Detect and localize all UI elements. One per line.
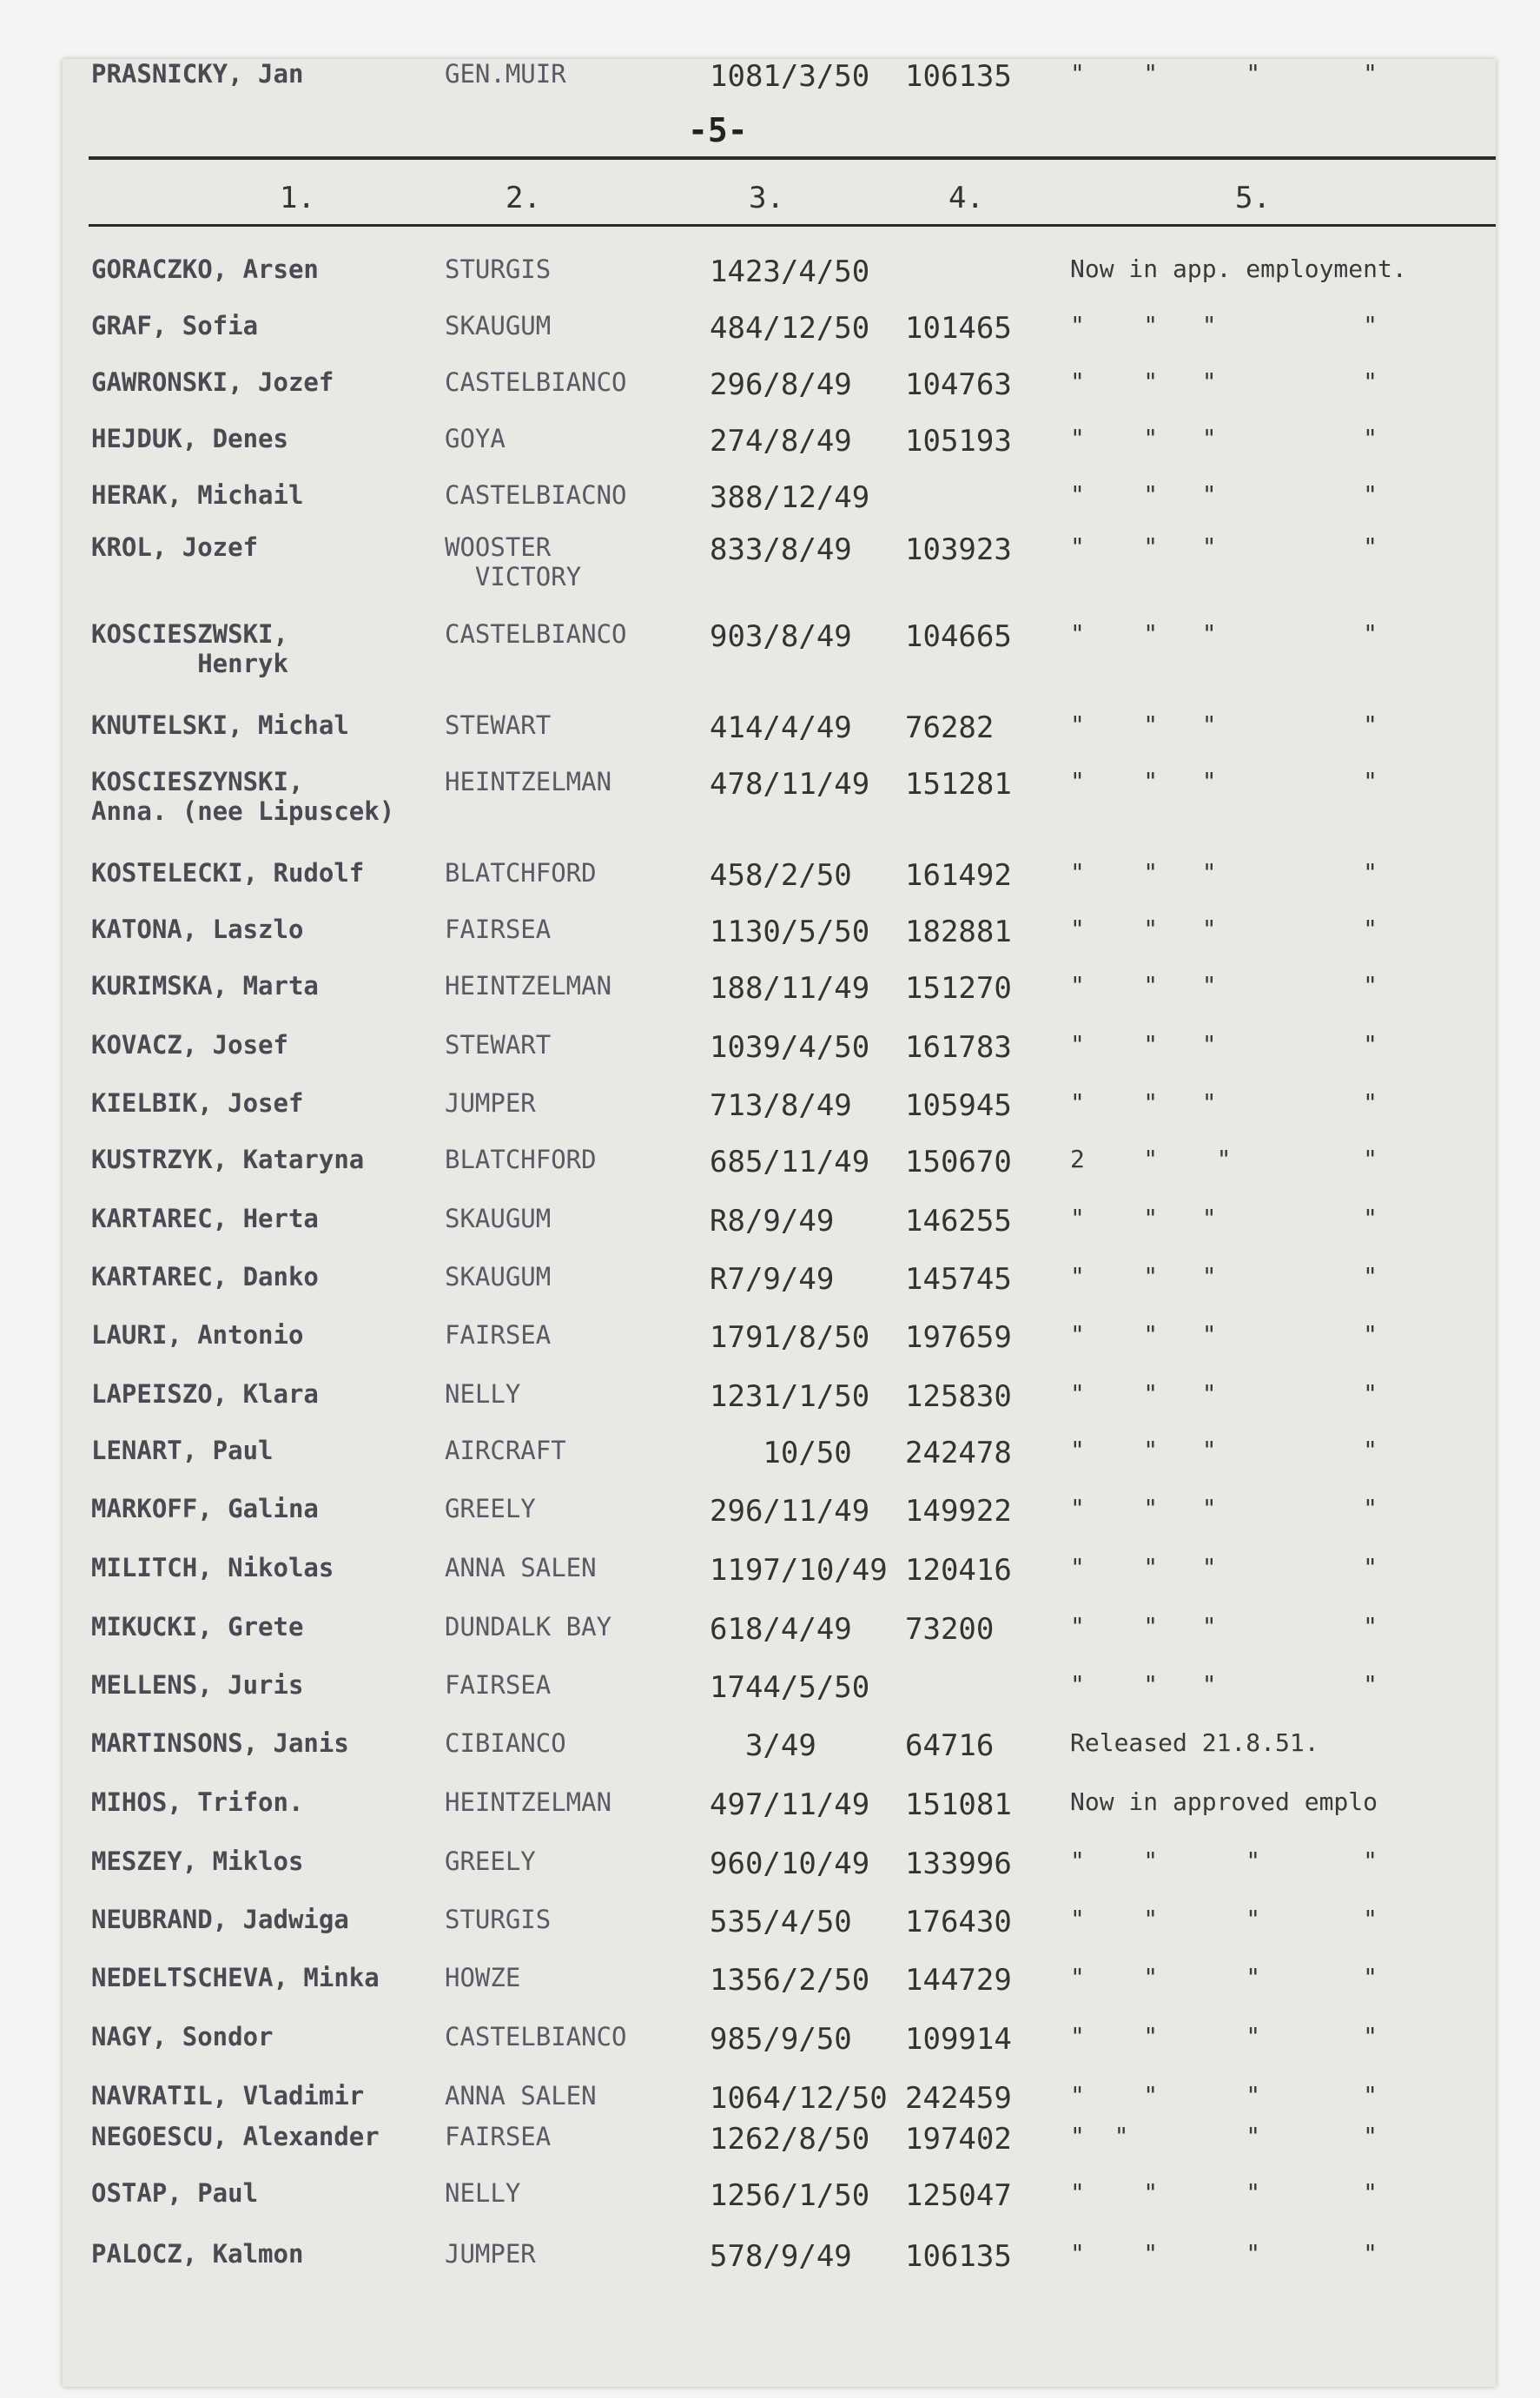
- table-row: [63, 1905, 1496, 1960]
- record-status: " " " ": [1070, 59, 1378, 88]
- record-name: KIELBIK, Josef: [91, 1088, 304, 1118]
- record-reference: 535/4/50: [710, 1905, 852, 1939]
- record-ship: FAIRSEA: [445, 1320, 552, 1350]
- record-status: Released 21.8.51.: [1070, 1728, 1319, 1757]
- record-status: " " " ": [1070, 2178, 1378, 2207]
- table-row: [63, 619, 1496, 678]
- record-name: MILITCH, Nikolas: [91, 1553, 334, 1582]
- record-status: " " " ": [1070, 1262, 1378, 1291]
- record-number: 182881: [905, 915, 1012, 949]
- record-name: NEGOESCU, Alexander: [91, 2122, 380, 2151]
- record-ship: STURGIS: [445, 1905, 552, 1934]
- record-number: 145745: [905, 1262, 1012, 1297]
- table-row: [63, 1436, 1496, 1491]
- record-number: 106135: [905, 59, 1012, 94]
- record-ship: SKAUGUM: [445, 1262, 552, 1291]
- table-row: [63, 311, 1496, 367]
- record-reference: 985/9/50: [710, 2022, 852, 2057]
- record-ship: CIBIANCO: [445, 1728, 566, 1758]
- record-name: KARTAREC, Herta: [91, 1204, 319, 1233]
- record-status: Now in app. employment.: [1070, 254, 1407, 283]
- record-ship: JUMPER: [445, 1088, 536, 1118]
- record-status: " " " ": [1070, 767, 1378, 796]
- record-ship: GREELY: [445, 1846, 536, 1876]
- record-number: 197659: [905, 1320, 1012, 1355]
- record-name: PALOCZ, Kalmon: [91, 2239, 304, 2269]
- record-number: 146255: [905, 1204, 1012, 1239]
- column-header-5: 5.: [1235, 181, 1271, 215]
- record-number: 151270: [905, 971, 1012, 1006]
- column-header-3: 3.: [749, 181, 784, 215]
- record-status: 2 " " ": [1070, 1145, 1378, 1173]
- record-ship: STEWART: [445, 1030, 552, 1060]
- record-name: LENART, Paul: [91, 1436, 274, 1465]
- record-reference: 833/8/49: [710, 532, 852, 567]
- record-reference: 1064/12/50: [710, 2081, 888, 2116]
- table-row: [63, 1728, 1496, 1784]
- record-number: 242459: [905, 2081, 1012, 2116]
- record-name: NAGY, Sondor: [91, 2022, 274, 2051]
- record-ship: HOWZE: [445, 1963, 521, 1992]
- record-reference: 1423/4/50: [710, 254, 870, 289]
- record-reference: 274/8/49: [710, 424, 852, 459]
- record-number: 120416: [905, 1553, 1012, 1588]
- record-ship: AIRCRAFT: [445, 1436, 566, 1465]
- record-number: 197402: [905, 2122, 1012, 2157]
- record-status: " " " ": [1070, 1204, 1378, 1232]
- record-reference: 960/10/49: [710, 1846, 870, 1881]
- record-ship: NELLY: [445, 2178, 521, 2208]
- record-reference: 414/4/49: [710, 710, 852, 745]
- record-reference: 685/11/49: [710, 1145, 870, 1179]
- table-row: [63, 1670, 1496, 1726]
- record-name: LAURI, Antonio: [91, 1320, 304, 1350]
- record-reference: R7/9/49: [710, 1262, 835, 1297]
- record-status: " " " ": [1070, 424, 1378, 453]
- record-name: KOSCIESZYNSKI, Anna. (nee Lipuscek): [91, 767, 395, 826]
- record-ship: HEINTZELMAN: [445, 971, 612, 1001]
- record-name: KARTAREC, Danko: [91, 1262, 319, 1291]
- record-number: 125830: [905, 1379, 1012, 1414]
- record-reference: 1356/2/50: [710, 1963, 870, 1998]
- record-ship: GEN.MUIR: [445, 59, 566, 89]
- record-status: " " " ": [1070, 2022, 1378, 2051]
- record-number: 151081: [905, 1787, 1012, 1822]
- record-number: 161783: [905, 1030, 1012, 1065]
- record-name: PRASNICKY, Jan: [91, 59, 304, 89]
- table-row: [63, 480, 1496, 536]
- record-ship: DUNDALK BAY: [445, 1612, 612, 1642]
- table-row: [63, 1553, 1496, 1609]
- record-name: KOSTELECKI, Rudolf: [91, 858, 365, 888]
- table-row: [63, 2122, 1496, 2177]
- record-name: MESZEY, Miklos: [91, 1846, 304, 1876]
- table-row: [63, 1320, 1496, 1376]
- record-name: MARKOFF, Galina: [91, 1494, 319, 1523]
- record-name: KURIMSKA, Marta: [91, 971, 319, 1001]
- record-ship: ANNA SALEN: [445, 1553, 597, 1582]
- record-reference: 1262/8/50: [710, 2122, 870, 2157]
- table-row: [63, 1145, 1496, 1200]
- record-reference: 1130/5/50: [710, 915, 870, 949]
- record-name: LAPEISZO, Klara: [91, 1379, 319, 1409]
- record-status: " " " ": [1070, 2122, 1378, 2150]
- record-ship: FAIRSEA: [445, 2122, 552, 2151]
- record-reference: 903/8/49: [710, 619, 852, 654]
- record-name: MIHOS, Trifon.: [91, 1787, 304, 1817]
- table-row: [63, 532, 1496, 591]
- record-reference: 1744/5/50: [710, 1670, 870, 1705]
- record-number: 149922: [905, 1494, 1012, 1529]
- record-number: 76282: [905, 710, 995, 745]
- record-ship: STURGIS: [445, 254, 552, 284]
- record-status: " " " ": [1070, 1905, 1378, 1933]
- record-number: 176430: [905, 1905, 1012, 1939]
- table-row: [63, 971, 1496, 1027]
- record-name: KATONA, Laszlo: [91, 915, 304, 944]
- record-name: GRAF, Sofia: [91, 311, 259, 340]
- record-ship: CASTELBIANCO: [445, 619, 627, 649]
- page-number: -5-: [688, 111, 748, 149]
- record-status: " " " ": [1070, 367, 1378, 396]
- record-status: " " " ": [1070, 1379, 1378, 1408]
- record-status: " " " ": [1070, 1553, 1378, 1582]
- record-reference: 3/49: [710, 1728, 816, 1763]
- record-name: OSTAP, Paul: [91, 2178, 259, 2208]
- record-number: 64716: [905, 1728, 995, 1763]
- record-status: " " " ": [1070, 619, 1378, 648]
- column-header-2: 2.: [506, 181, 541, 215]
- record-name: KROL, Jozef: [91, 532, 259, 562]
- record-name: MIKUCKI, Grete: [91, 1612, 304, 1642]
- table-row: [63, 1494, 1496, 1549]
- header-rule-bottom: [89, 224, 1496, 227]
- record-status: " " " ": [1070, 915, 1378, 943]
- record-status: " " " ": [1070, 1088, 1378, 1117]
- record-name: NEUBRAND, Jadwiga: [91, 1905, 349, 1934]
- record-ship: ANNA SALEN: [445, 2081, 597, 2111]
- record-name: HEJDUK, Denes: [91, 424, 288, 453]
- record-reference: 713/8/49: [710, 1088, 852, 1123]
- record-reference: 478/11/49: [710, 767, 870, 802]
- table-row: [63, 1612, 1496, 1668]
- record-reference: 1197/10/49: [710, 1553, 888, 1588]
- record-name: KOVACZ, Josef: [91, 1030, 288, 1060]
- table-row: [63, 1963, 1496, 2018]
- record-status: " " " ": [1070, 311, 1378, 340]
- table-row: [63, 1262, 1496, 1318]
- record-reference: 1256/1/50: [710, 2178, 870, 2213]
- record-ship: HEINTZELMAN: [445, 1787, 612, 1817]
- record-number: 109914: [905, 2022, 1012, 2057]
- record-number: 105193: [905, 424, 1012, 459]
- record-number: 101465: [905, 311, 1012, 346]
- table-row: [63, 1204, 1496, 1259]
- record-name: GORACZKO, Arsen: [91, 254, 319, 284]
- record-reference: 1791/8/50: [710, 1320, 870, 1355]
- record-reference: R8/9/49: [710, 1204, 835, 1239]
- record-reference: 1231/1/50: [710, 1379, 870, 1414]
- header-rule-top: [89, 156, 1496, 160]
- record-reference: 1081/3/50: [710, 59, 870, 94]
- record-reference: 388/12/49: [710, 480, 870, 515]
- record-status: " " " ": [1070, 1030, 1378, 1059]
- record-reference: 188/11/49: [710, 971, 870, 1006]
- record-status: " " " ": [1070, 858, 1378, 887]
- record-number: 242478: [905, 1436, 1012, 1470]
- column-header-4: 4.: [948, 181, 984, 215]
- table-row: [63, 367, 1496, 423]
- record-ship: GREELY: [445, 1494, 536, 1523]
- record-name: KNUTELSKI, Michal: [91, 710, 349, 740]
- table-row: [63, 710, 1496, 766]
- record-number: 73200: [905, 1612, 995, 1647]
- record-reference: 618/4/49: [710, 1612, 852, 1647]
- record-status: " " " ": [1070, 1612, 1378, 1641]
- record-name: MARTINSONS, Janis: [91, 1728, 349, 1758]
- table-row: [63, 1787, 1496, 1843]
- table-row: [63, 424, 1496, 479]
- record-number: 104665: [905, 619, 1012, 654]
- record-status: " " " ": [1070, 1494, 1378, 1523]
- table-row: [63, 59, 1496, 115]
- table-row: [63, 2022, 1496, 2078]
- record-status: " " " ": [1070, 2239, 1378, 2268]
- record-name: KUSTRZYK, Kataryna: [91, 1145, 365, 1174]
- record-ship: WOOSTER VICTORY: [445, 532, 582, 591]
- record-name: MELLENS, Juris: [91, 1670, 304, 1700]
- table-row: [63, 915, 1496, 970]
- record-number: 125047: [905, 2178, 1012, 2213]
- record-name: NEDELTSCHEVA, Minka: [91, 1963, 380, 1992]
- record-reference: 497/11/49: [710, 1787, 870, 1822]
- record-ship: JUMPER: [445, 2239, 536, 2269]
- record-number: 133996: [905, 1846, 1012, 1881]
- table-row: [63, 1030, 1496, 1086]
- record-number: 161492: [905, 858, 1012, 893]
- record-number: 151281: [905, 767, 1012, 802]
- table-row: [63, 254, 1496, 310]
- record-status: " " " ": [1070, 480, 1378, 509]
- record-status: " " " ": [1070, 1846, 1378, 1875]
- record-reference: 296/8/49: [710, 367, 852, 402]
- table-row: [63, 1088, 1496, 1144]
- table-row: [63, 2178, 1496, 2234]
- record-ship: FAIRSEA: [445, 1670, 552, 1700]
- record-number: 150670: [905, 1145, 1012, 1179]
- record-ship: BLATCHFORD: [445, 1145, 597, 1174]
- record-status: " " " ": [1070, 1963, 1378, 1992]
- record-status: " " " ": [1070, 710, 1378, 739]
- record-ship: STEWART: [445, 710, 552, 740]
- table-row: [63, 858, 1496, 914]
- record-ship: FAIRSEA: [445, 915, 552, 944]
- table-row: [63, 767, 1496, 826]
- record-number: 103923: [905, 532, 1012, 567]
- record-name: HERAK, Michail: [91, 480, 304, 510]
- table-row: [63, 1379, 1496, 1435]
- record-ship: SKAUGUM: [445, 311, 552, 340]
- record-ship: GOYA: [445, 424, 506, 453]
- record-status: Now in approved emplo: [1070, 1787, 1378, 1816]
- record-number: 144729: [905, 1963, 1012, 1998]
- record-status: " " " ": [1070, 1320, 1378, 1349]
- record-ship: CASTELBIACNO: [445, 480, 627, 510]
- record-reference: 296/11/49: [710, 1494, 870, 1529]
- record-ship: CASTELBIANCO: [445, 2022, 627, 2051]
- record-status: " " " ": [1070, 532, 1378, 561]
- document-sheet: [63, 59, 1496, 2387]
- column-header-1: 1.: [280, 181, 315, 215]
- table-row: [63, 1846, 1496, 1902]
- record-ship: NELLY: [445, 1379, 521, 1409]
- record-status: " " " ": [1070, 2081, 1378, 2110]
- record-number: 105945: [905, 1088, 1012, 1123]
- record-reference: 458/2/50: [710, 858, 852, 893]
- record-reference: 578/9/49: [710, 2239, 852, 2274]
- record-reference: 484/12/50: [710, 311, 870, 346]
- record-status: " " " ": [1070, 1670, 1378, 1699]
- record-reference: 10/50: [710, 1436, 852, 1470]
- record-status: " " " ": [1070, 1436, 1378, 1464]
- record-name: GAWRONSKI, Jozef: [91, 367, 334, 397]
- record-ship: CASTELBIANCO: [445, 367, 627, 397]
- record-name: KOSCIESZWSKI, Henryk: [91, 619, 288, 678]
- record-ship: SKAUGUM: [445, 1204, 552, 1233]
- record-ship: BLATCHFORD: [445, 858, 597, 888]
- record-status: " " " ": [1070, 971, 1378, 1000]
- record-number: 106135: [905, 2239, 1012, 2274]
- record-reference: 1039/4/50: [710, 1030, 870, 1065]
- record-name: NAVRATIL, Vladimir: [91, 2081, 365, 2111]
- record-ship: HEINTZELMAN: [445, 767, 612, 796]
- table-row: [63, 2239, 1496, 2295]
- record-number: 104763: [905, 367, 1012, 402]
